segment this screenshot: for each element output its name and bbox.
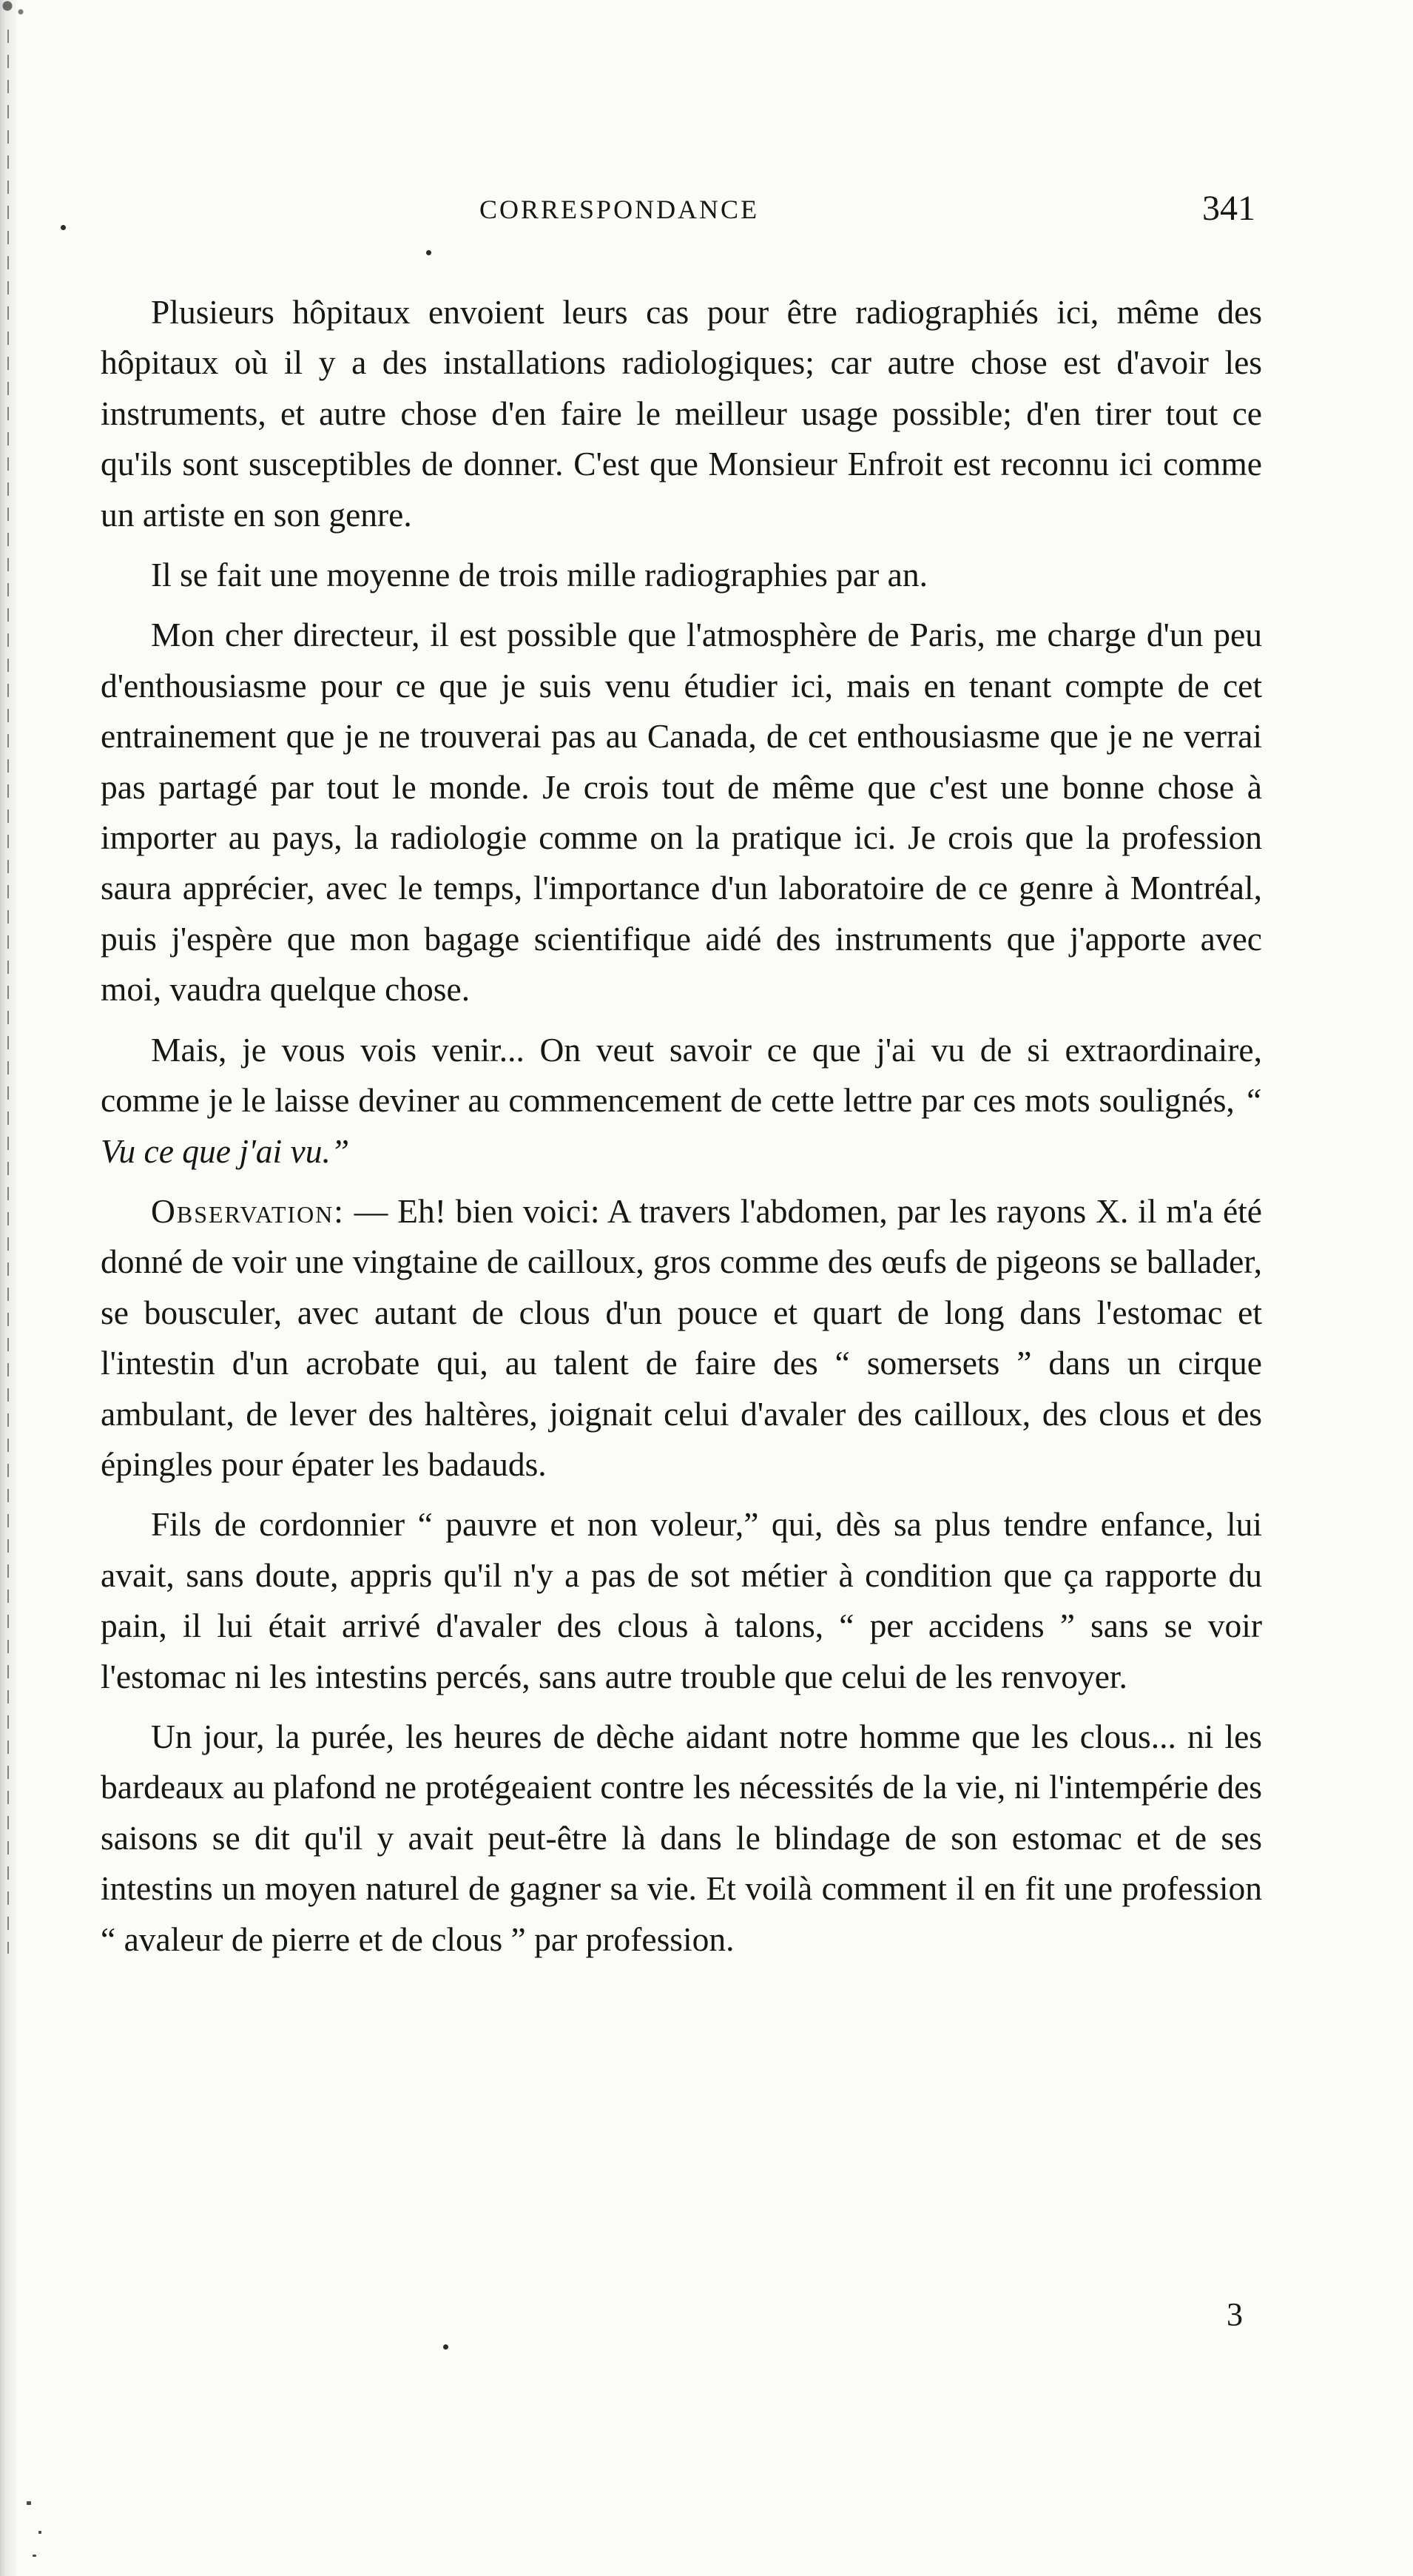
paragraph: Il se fait une moyenne de trois mille radiographies par an.	[151, 556, 928, 594]
page-number: 341	[1202, 189, 1255, 228]
paragraph-text: Mais, je vous vois venir... On veut savoir ce que j'ai vu de si extraordinaire, comme je le laisse deviner au commencement de cette lettre par ces mots soulignés,	[101, 1030, 1262, 1120]
observation-heading: Observation:	[151, 1191, 345, 1230]
binding-edge	[0, 0, 16, 2576]
paragraph: Plusieurs hôpitaux envoient leurs cas pour être radiographiés ici, même des hôpitaux où il y a des installations radiologiques; car autre chose est d'avoir les instruments, et autre chose d'en faire le meilleur usage possible; d'en tirer tout ce qu'ils sont susceptibles de donner. C'est que Monsieur Enfroit est reconnu ici comme un artiste en son genre.	[101, 293, 1262, 534]
paragraph: Mon cher directeur, il est possible que l'atmosphère de Paris, me charge d'un peu d'enthousiasme pour ce que je suis venu étudier ici, mais en tenant compte de cet entrainement que je ne trouverai pas au Canada, de cet enthousiasme que je ne verrai pas partagé par tout le monde. Je crois tout de même que c'est une bonne chose à importer au pays, la radiologie comme on la pratique ici. Je crois que la profession saura apprécier, avec le temps, l'importance d'un laboratoire de ce genre à Montréal, puis j'espère que mon bagage scientifique aidé des instruments que j'apporte avec moi, vaudra quelque chose.	[101, 616, 1262, 1009]
paragraph	[101, 1025, 1262, 1177]
ink-speck	[27, 2501, 31, 2505]
page-header	[0, 189, 1413, 238]
paragraph: Fils de cordonnier “ pauvre et non voleur,” qui, dès sa plus tendre enfance, lui avait, sans doute, appris qu'il n'y a pas de sot métier à condition que ça rapporte du pain, il lui était arrivé d'avaler des clous à talons, “ per accidens ” sans se voir l'estomac ni les intestins percés, sans autre trouble que celui de les renvoyer.	[101, 1505, 1262, 1695]
paragraph	[101, 1186, 1262, 1490]
paragraph: Un jour, la purée, les heures de dèche aidant notre homme que les clous... ni les bardeaux au plafond ne protégeaient contre les nécessités de la vie, ni l'intempérie des saisons se dit qu'il y avait peut-être là dans le blindage de son estomac et de ses intestins un moyen naturel de gagner sa vie. Et voilà comment il en fit une profession “ avaleur de pierre et de clous ” par profession.	[101, 1717, 1262, 1958]
ink-speck	[33, 2555, 36, 2557]
corner-ink-mark	[0, 0, 34, 52]
margin-dot	[426, 250, 431, 255]
body-text	[101, 287, 1262, 1974]
paragraph-text: — Eh! bien voici: A travers l'abdomen, par les rayons X. il m'a été donné de voir une vingtaine de cailloux, gros comme des œufs de pigeons se ballader, se bousculer, avec autant de clous d'un pouce et quart de long dans l'estomac et l'intestin d'un acrobate qui, au talent de faire des “ somersets ” dans un cirque ambulant, de lever des haltères, joignait celui d'avaler des cailloux, des clous et des épingles pour épater les badauds.	[101, 1191, 1262, 1483]
margin-dot	[443, 2344, 448, 2350]
ink-speck	[38, 2531, 41, 2534]
underlined-quote: “ Vu ce que j'ai vu.”	[101, 1081, 1262, 1170]
signature-mark: 3	[1227, 2296, 1243, 2333]
running-title: CORRESPONDANCE	[479, 195, 760, 224]
